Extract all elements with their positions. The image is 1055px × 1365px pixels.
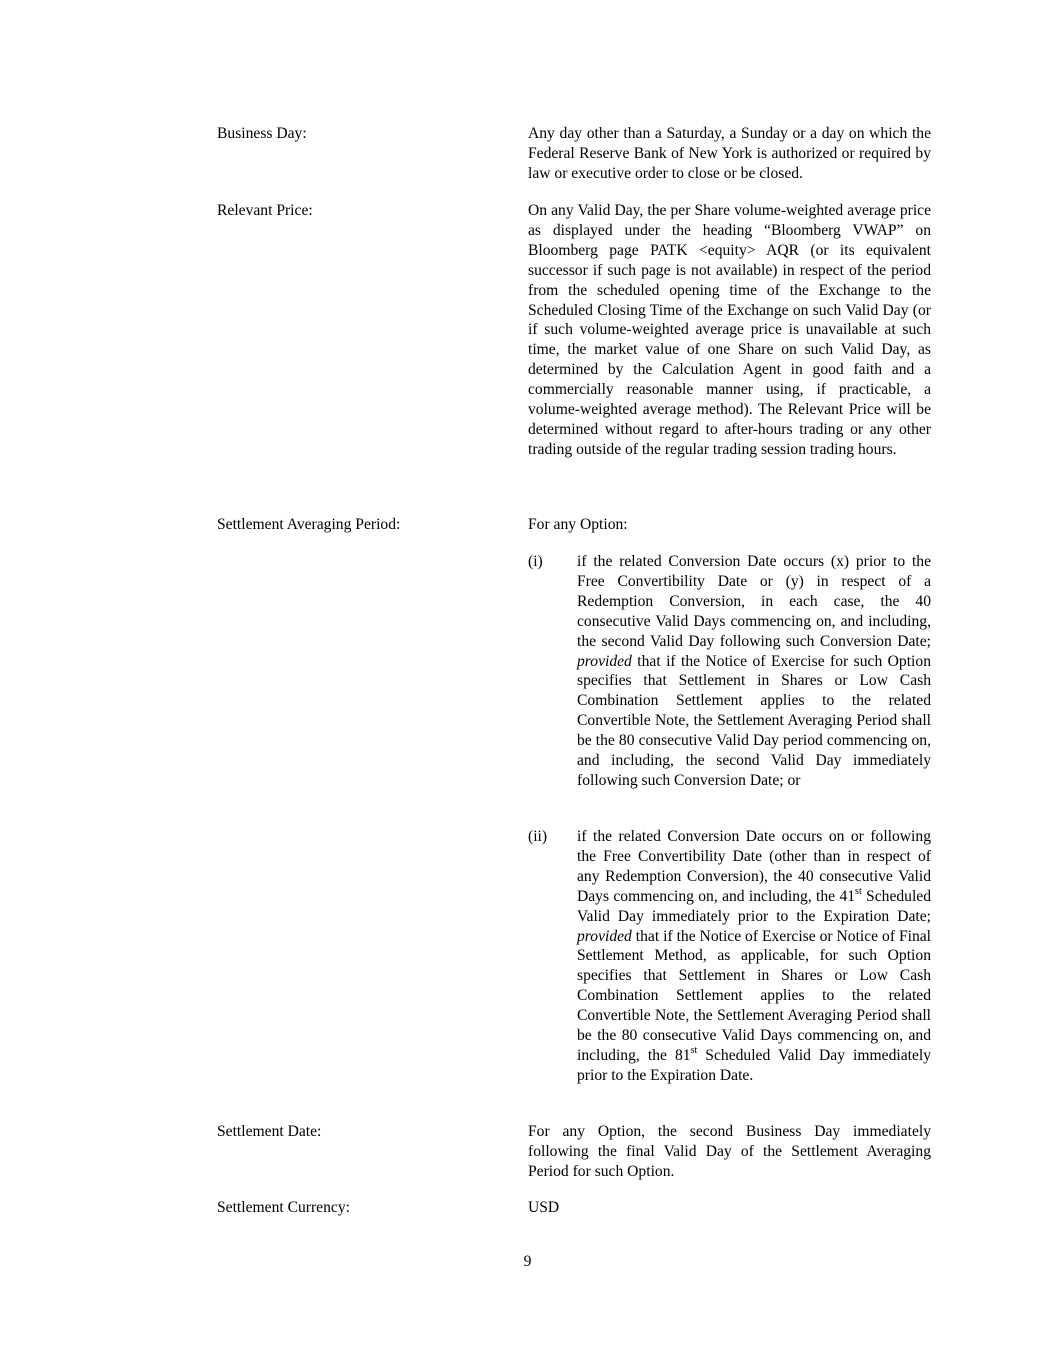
- term-relevant-price: Relevant Price:: [217, 202, 313, 219]
- definition-settlement-date: For any Option, the second Business Day immediately following the final Valid Day of the Settlement Averaging Period for such Option.: [528, 1123, 931, 1180]
- page-number: 9: [523, 1253, 532, 1270]
- term-settlement-averaging-period: Settlement Averaging Period:: [217, 516, 401, 533]
- definition-relevant-price: On any Valid Day, the per Share volume-weighted average price as displayed under the heading “Bloomberg VWAP” on Bloomberg page PATK <equity> AQR (or its equivalent successor if such page is not available) in respect of the period from the scheduled opening time of the Exchange to the Scheduled Closing Time of the Exchange on such Valid Day (or if such volume-weighted average price is unavailable at such time, the market value of one Share on such Valid Day, as determined by the Calculation Agent in good faith and a commercially reasonable manner using, if practicable, a volume-weighted average method). The Relevant Price will be determined without regard to after-hours trading or any other trading outside of the regular trading session trading hours.: [528, 202, 931, 458]
- sap-item-text: if the related Conversion Date occurs on or following the Free Convertibility Date (other than in respect of any Redemption Conversion), the 40 consecutive Valid Days commencing on, and including, the 41st Scheduled Valid Day immediately prior to the Expiration Date; provided that if the Notice of Exercise or Notice of Final Settlement Method, as applicable, for such Option specifies that Settlement in Shares or Low Cash Combination Settlement applies to the related Convertible Note, the Settlement Averaging Period shall be the 80 consecutive Valid Days commencing on, and including, the 81st Scheduled Valid Day immediately prior to the Expiration Date.: [577, 828, 932, 1084]
- definition-settlement-currency: USD: [528, 1199, 560, 1216]
- term-settlement-date: Settlement Date:: [217, 1123, 322, 1140]
- definition-business-day: Any day other than a Saturday, a Sunday or a day on which the Federal Reserve Bank of New York is authorized or required by law or executive order to close or be closed.: [528, 125, 931, 182]
- sap-item-text: if the related Conversion Date occurs (x) prior to the Free Convertibility Date or (y) in respect of a Redemption Conversion, in each case, the 40 consecutive Valid Days commencing on, and including, the second Valid Day following such Conversion Date; provided that if the Notice of Exercise for such Option specifies that Settlement in Shares or Low Cash Combination Settlement applies to the related Convertible Note, the Settlement Averaging Period shall be the 80 consecutive Valid Day period commencing on, and including, the second Valid Day immediately following such Conversion Date; or: [577, 553, 931, 789]
- term-business-day: Business Day:: [217, 125, 307, 142]
- definition-settlement-averaging-period: For any Option:: [528, 516, 628, 533]
- term-settlement-currency: Settlement Currency:: [217, 1199, 350, 1216]
- sap-item-marker: (ii): [528, 828, 548, 845]
- sap-item-marker: (i): [528, 553, 543, 570]
